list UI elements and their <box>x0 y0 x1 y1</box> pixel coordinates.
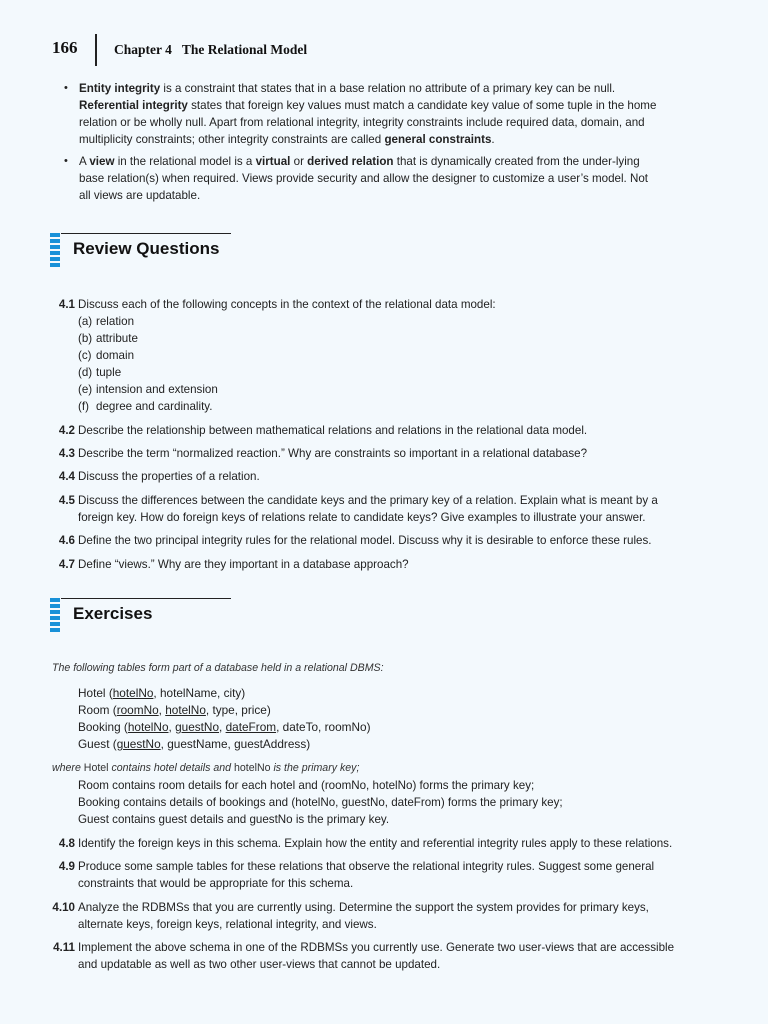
question-text: Identify the foreign keys in this schema. Explain how the entity and referential integrity rules apply to these relations. <box>78 837 673 850</box>
separator: , <box>158 703 166 717</box>
subitem-letter: (c) <box>78 349 92 362</box>
subitem-letter: (f) <box>78 400 89 413</box>
running-header <box>114 42 307 58</box>
chapter-title: The Relational Model <box>181 42 308 57</box>
schema-note-booking: Booking contains details of bookings and (hotelNo, guestNo, dateFrom) forms the primary key; <box>78 796 563 809</box>
schema-booking <box>78 719 371 736</box>
question-number: 4.4 <box>58 470 75 483</box>
attribute-list: , type, price) <box>205 703 271 717</box>
question-4-4 <box>50 468 690 485</box>
summary-bullets <box>62 80 662 209</box>
question-text: Produce some sample tables for these relations that observe the relational integrity rules. Suggest some general constraints that would be appropriate for this schema. <box>78 860 655 890</box>
schema-where-clause <box>52 762 359 774</box>
question-text: Analyze the RDBMSs that you are currently using. Determine the support the system provides for primary keys, alternate keys, foreign keys, relational integrity, and views. <box>78 901 649 931</box>
bullet-text: that is dynamically created from the under-lying base relation(s) when required. Views provide security and allow the designer to customize a user’s model. Not all views are updatable. <box>79 155 649 202</box>
bullet-text: A <box>79 155 90 168</box>
primary-key: guestNo <box>175 720 220 734</box>
relation-name: Hotel ( <box>78 686 113 700</box>
where-text: where <box>52 762 84 774</box>
schema-room <box>78 702 271 719</box>
subitem-letter: (a) <box>78 315 93 328</box>
question-text: Describe the term “normalized reaction.” Why are constraints so important in a relational database? <box>78 447 588 460</box>
bullet-view <box>62 153 662 204</box>
review-questions-heading: Review Questions <box>73 239 220 258</box>
question-number: 4.7 <box>58 558 75 571</box>
subitem-d <box>78 364 121 381</box>
relation-name: Guest ( <box>78 737 117 751</box>
question-number: 4.1 <box>58 298 75 311</box>
subitem-text: intension and extension <box>96 383 218 396</box>
subitem-letter: (b) <box>78 332 93 345</box>
term-view: view <box>89 155 115 168</box>
subitem-text: degree and cardinality. <box>96 400 213 413</box>
primary-key: roomNo <box>116 703 159 717</box>
relation-name: Booking ( <box>78 720 128 734</box>
question-4-9 <box>50 858 690 892</box>
schema-guest <box>78 736 310 753</box>
question-4-11 <box>50 939 690 973</box>
where-text: is the primary key; <box>270 762 360 774</box>
question-text: Define “views.” Why are they important in a database approach? <box>78 558 409 571</box>
subitem-e <box>78 381 218 398</box>
term-derived-relation: derived relation <box>307 155 394 168</box>
question-4-2 <box>50 422 690 439</box>
subitem-a <box>78 313 134 330</box>
subitem-c <box>78 347 134 364</box>
question-number: 4.3 <box>58 447 75 460</box>
question-number: 4.9 <box>58 860 75 873</box>
relation-name: Hotel <box>83 762 109 774</box>
section-accent-bar <box>50 233 60 269</box>
bullet-text: in the relational model is a <box>114 155 256 168</box>
term-entity-integrity: Entity integrity <box>79 82 161 95</box>
where-text: contains hotel details and <box>108 762 234 774</box>
question-4-5 <box>50 492 690 526</box>
bullet-text: . <box>491 133 495 146</box>
term-virtual: virtual <box>255 155 291 168</box>
primary-key: hotelNo <box>165 703 206 717</box>
question-number: 4.10 <box>52 901 75 914</box>
term-referential-integrity: Referential integrity <box>79 99 188 112</box>
exercises-heading: Exercises <box>73 604 153 623</box>
question-text: Define the two principal integrity rules for the relational model. Discuss why it is desirable to enforce these rules. <box>78 534 652 547</box>
subitem-text: relation <box>96 315 135 328</box>
primary-key: dateFrom <box>225 720 277 734</box>
attribute-name: hotelNo <box>233 762 271 774</box>
chapter-label: Chapter 4 <box>114 42 172 57</box>
question-4-8 <box>50 835 690 852</box>
bullet-text: states that foreign key values must match a candidate key value of some tuple in the home relation or be wholly null. Apart from relational integrity, integrity constraints include required data, domain, and multiplicity constraints; other integrity constraints are called <box>79 99 657 146</box>
question-number: 4.5 <box>58 494 75 507</box>
question-text: Implement the above schema in one of the RDBMSs you currently use. Generate two user-views that are accessible and updatable as well as two other user-views that cannot be updated. <box>78 941 675 971</box>
question-number: 4.2 <box>58 424 75 437</box>
attribute-list: , dateTo, roomNo) <box>276 720 371 734</box>
section-rule <box>61 598 231 599</box>
attribute-list: , guestName, guestAddress) <box>160 737 311 751</box>
question-number: 4.8 <box>58 837 75 850</box>
bullet-text: is a constraint that states that in a base relation no attribute of a primary key can be null. <box>160 82 616 95</box>
primary-key: hotelNo <box>127 720 169 734</box>
relation-name: Room ( <box>78 703 117 717</box>
subitem-text: tuple <box>96 366 122 379</box>
question-number: 4.6 <box>58 534 75 547</box>
question-text: Discuss the properties of a relation. <box>78 470 260 483</box>
subitem-letter: (d) <box>78 366 93 379</box>
subitem-text: attribute <box>96 332 138 345</box>
question-4-1 <box>50 296 690 313</box>
section-accent-bar <box>50 598 60 634</box>
question-text: Discuss the differences between the candidate keys and the primary key of a relation. Explain what is meant by a foreign key. How do foreign keys of relations relate to candidate keys? Give examples to illustrate your answer. <box>78 494 658 524</box>
question-text: Discuss each of the following concepts in the context of the relational data model: <box>78 298 496 311</box>
separator: , <box>168 720 176 734</box>
subitem-letter: (e) <box>78 383 93 396</box>
subitem-f <box>78 398 212 415</box>
question-4-3 <box>50 445 690 462</box>
subitem-b <box>78 330 138 347</box>
schema-note-guest: Guest contains guest details and guestNo is the primary key. <box>78 813 390 826</box>
question-text: Describe the relationship between mathematical relations and relations in the relational data model. <box>78 424 588 437</box>
subitem-text: domain <box>96 349 135 362</box>
question-4-10 <box>50 899 690 933</box>
term-general-constraints: general constraints <box>384 133 492 146</box>
question-number: 4.11 <box>53 941 75 954</box>
bullet-text: or <box>290 155 308 168</box>
attribute-list: , hotelName, city) <box>153 686 246 700</box>
primary-key: guestNo <box>116 737 161 751</box>
schema-hotel <box>78 685 245 702</box>
question-4-6 <box>50 532 690 549</box>
question-4-7 <box>50 556 690 573</box>
separator: , <box>219 720 226 734</box>
page-number: 166 <box>52 38 78 57</box>
bullet-integrity <box>62 80 662 148</box>
header-divider <box>95 34 97 66</box>
primary-key: hotelNo <box>112 686 154 700</box>
schema-note-room: Room contains room details for each hotel and (roomNo, hotelNo) forms the primary key; <box>78 779 535 792</box>
exercises-intro: The following tables form part of a database held in a relational DBMS: <box>52 662 384 674</box>
section-rule <box>61 233 231 234</box>
